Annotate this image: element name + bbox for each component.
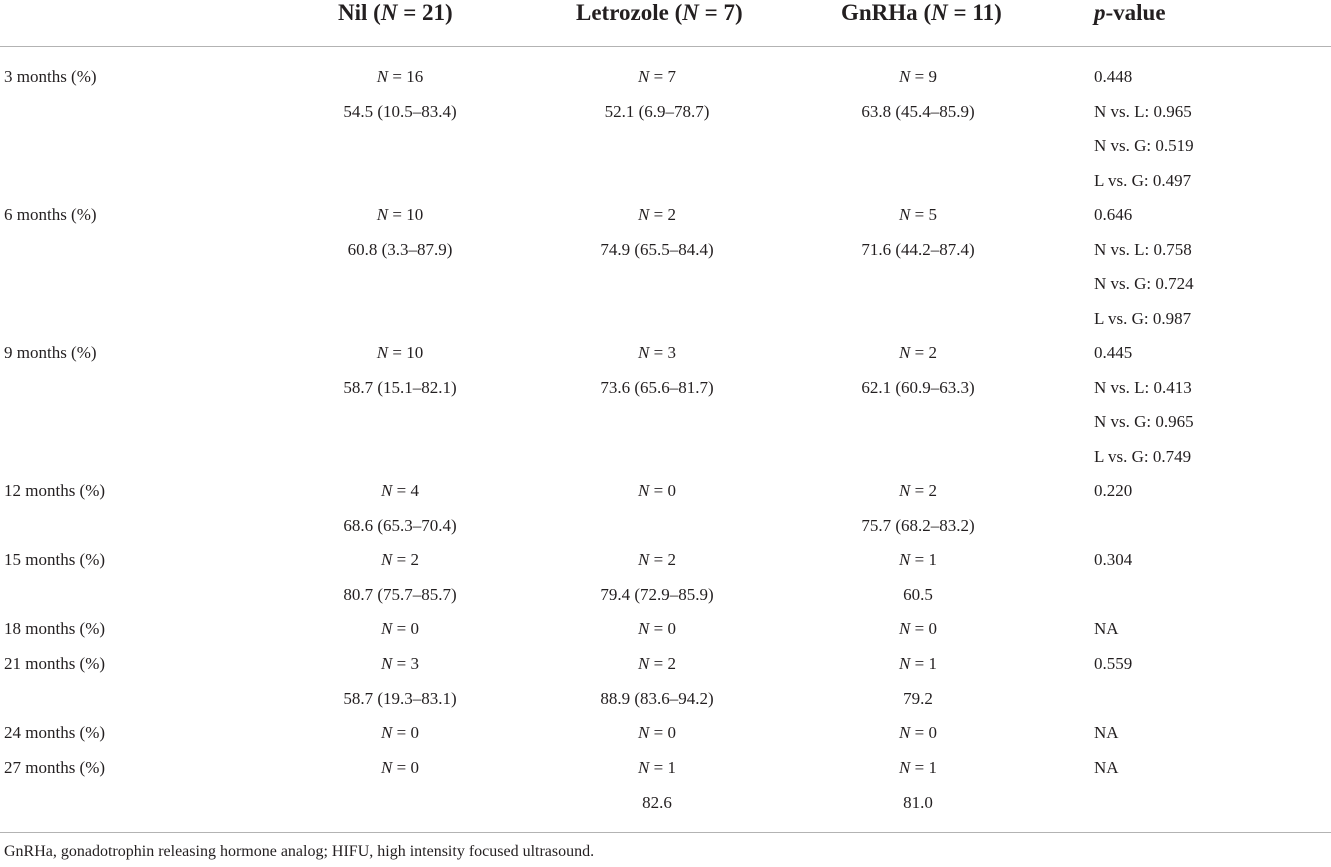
nil-value-cell: 58.7 (19.3–83.1)	[343, 688, 457, 708]
letrozole-n-cell: N = 0	[638, 619, 676, 638]
n-symbol: N	[638, 619, 650, 638]
header-rule	[0, 46, 1331, 47]
letrozole-n-cell: N = 2	[638, 205, 676, 224]
nil-n-value: 10	[406, 343, 424, 362]
nil-n-cell: N = 0	[381, 619, 419, 638]
p-value-cell: L vs. G: 0.749	[1094, 446, 1192, 466]
p-value-cell: 0.448	[1094, 67, 1133, 86]
gnrha-n-value: 0	[928, 619, 937, 638]
nil-n-cell: N = 10	[376, 205, 424, 224]
letrozole-value-cell: 73.6 (65.6–81.7)	[600, 377, 714, 397]
gnrha-n-value: 9	[928, 67, 937, 86]
letrozole-n-value: 2	[667, 654, 676, 673]
n-symbol: N	[376, 67, 389, 86]
gnrha-n-cell: N = 5	[899, 205, 937, 224]
n-symbol: N	[638, 481, 650, 500]
nil-n-value: 0	[410, 619, 419, 638]
p-value-cell: N vs. G: 0.965	[1094, 412, 1194, 431]
nil-value-cell: 60.8 (3.3–87.9)	[347, 239, 453, 259]
n-symbol: N	[381, 619, 393, 638]
n-symbol: N	[638, 758, 650, 777]
p-value-cell: N vs. G: 0.519	[1094, 136, 1194, 155]
gnrha-n-value: 1	[928, 550, 937, 569]
bottom-rule	[0, 832, 1331, 833]
letrozole-n-value: 0	[667, 481, 676, 500]
n-symbol: N	[899, 758, 911, 777]
letrozole-n-value: 3	[667, 343, 676, 362]
nil-value-cell: 58.7 (15.1–82.1)	[343, 377, 457, 397]
nil-n-value: 4	[410, 481, 419, 500]
p-value-cell: N vs. L: 0.965	[1094, 101, 1192, 121]
gnrha-n-cell: N = 9	[899, 67, 937, 86]
nil-n-cell: N = 0	[381, 758, 419, 777]
n-symbol: N	[899, 481, 911, 500]
letrozole-n-cell: N = 2	[638, 654, 676, 673]
gnrha-n-value: 2	[928, 343, 937, 362]
gnrha-value-cell: 60.5	[903, 584, 933, 604]
p-value-cell: L vs. G: 0.987	[1094, 308, 1192, 328]
n-symbol: N	[381, 550, 393, 569]
row-label: 6 months (%)	[4, 205, 97, 224]
gnrha-value-cell: 81.0	[903, 792, 933, 812]
p-value-cell: 0.559	[1094, 654, 1133, 673]
n-symbol: N	[899, 619, 911, 638]
gnrha-value-cell: 62.1 (60.9–63.3)	[861, 377, 975, 397]
header-pvalue	[1094, 0, 1166, 30]
p-value-cell: NA	[1094, 758, 1119, 777]
letrozole-n-cell: N = 3	[638, 343, 676, 362]
letrozole-n-cell: N = 7	[638, 67, 676, 86]
n-symbol: N	[899, 343, 911, 362]
row-label: 3 months (%)	[4, 67, 97, 86]
row-label: 12 months (%)	[4, 481, 106, 500]
p-value-cell: L vs. G: 0.497	[1094, 170, 1192, 190]
gnrha-n-cell: N = 2	[899, 481, 937, 500]
gnrha-n-cell: N = 2	[899, 343, 937, 362]
letrozole-n-cell: N = 0	[638, 723, 676, 742]
table-footnote: GnRHa, gonadotrophin releasing hormone analog; HIFU, high intensity focused ultrasound.	[4, 843, 595, 860]
header-gnrha: GnRHa (N = 11)	[841, 0, 1002, 25]
n-symbol: N	[638, 67, 650, 86]
n-symbol: N	[381, 481, 393, 500]
letrozole-n-value: 2	[667, 550, 676, 569]
header-letrozole-name: Letrozole	[576, 0, 669, 25]
header-letrozole-n-value: 7	[723, 0, 735, 25]
row-label: 15 months (%)	[4, 550, 106, 569]
header-pvalue-rest: -value	[1105, 0, 1166, 25]
gnrha-n-cell: N = 1	[899, 654, 937, 673]
letrozole-n-value: 7	[667, 67, 676, 86]
p-value-cell: N vs. L: 0.758	[1094, 239, 1192, 259]
row-label: 9 months (%)	[4, 343, 97, 362]
nil-n-cell: N = 2	[381, 550, 419, 569]
nil-value-cell: 80.7 (75.7–85.7)	[343, 584, 457, 604]
nil-value-cell: 54.5 (10.5–83.4)	[343, 101, 457, 121]
nil-n-cell: N = 0	[381, 723, 419, 742]
nil-n-cell: N = 10	[376, 343, 424, 362]
nil-n-value: 0	[410, 758, 419, 777]
gnrha-value-cell: 71.6 (44.2–87.4)	[861, 239, 975, 259]
row-label: 27 months (%)	[4, 758, 106, 777]
letrozole-value-cell: 79.4 (72.9–85.9)	[600, 584, 714, 604]
p-value-cell: 0.220	[1094, 481, 1133, 500]
n-symbol: N	[638, 343, 650, 362]
gnrha-n-cell: N = 1	[899, 550, 937, 569]
header-nil-n-value: 21	[422, 0, 446, 25]
n-symbol: N	[638, 654, 650, 673]
gnrha-n-cell: N = 0	[899, 723, 937, 742]
n-symbol: N	[899, 550, 911, 569]
nil-n-cell: N = 4	[381, 481, 419, 500]
n-symbol: N	[899, 205, 911, 224]
row-label: 18 months (%)	[4, 619, 106, 638]
nil-n-cell: N = 3	[381, 654, 419, 673]
header-gnrha-name: GnRHa	[841, 0, 918, 25]
gnrha-value-cell: 75.7 (68.2–83.2)	[861, 515, 975, 535]
p-value-cell: N vs. L: 0.413	[1094, 377, 1192, 397]
header-nil: Nil (N = 21)	[338, 0, 453, 25]
gnrha-n-value: 2	[928, 481, 937, 500]
gnrha-n-value: 5	[928, 205, 937, 224]
n-symbol: N	[638, 205, 650, 224]
header-gnrha-n-label: N	[931, 0, 948, 25]
gnrha-value-cell: 63.8 (45.4–85.9)	[861, 101, 975, 121]
header-nil-name: Nil	[338, 0, 368, 25]
letrozole-n-cell: N = 2	[638, 550, 676, 569]
nil-n-cell: N = 16	[376, 67, 424, 86]
n-symbol: N	[376, 343, 389, 362]
nil-value-cell: 68.6 (65.3–70.4)	[343, 515, 457, 535]
p-value-cell: NA	[1094, 723, 1119, 742]
p-value-cell: NA	[1094, 619, 1119, 638]
nil-n-value: 0	[410, 723, 419, 742]
letrozole-n-value: 0	[667, 619, 676, 638]
letrozole-n-value: 2	[667, 205, 676, 224]
header-letrozole: Letrozole (N = 7)	[576, 0, 743, 25]
gnrha-n-cell: N = 0	[899, 619, 937, 638]
nil-n-value: 3	[410, 654, 419, 673]
gnrha-n-value: 0	[928, 723, 937, 742]
p-value-cell: 0.304	[1094, 550, 1133, 569]
nil-n-value: 10	[406, 205, 424, 224]
letrozole-n-cell: N = 0	[638, 481, 676, 500]
p-value-cell: 0.646	[1094, 205, 1133, 224]
letrozole-value-cell: 52.1 (6.9–78.7)	[604, 101, 710, 121]
n-symbol: N	[899, 654, 911, 673]
letrozole-n-cell: N = 1	[638, 758, 676, 777]
row-label: 21 months (%)	[4, 654, 106, 673]
header-gnrha-n-value: 11	[972, 0, 995, 25]
n-symbol: N	[381, 758, 393, 777]
header-nil-n-label: N	[380, 0, 398, 25]
gnrha-n-cell: N = 1	[899, 758, 937, 777]
n-symbol: N	[638, 550, 650, 569]
p-value-cell: N vs. G: 0.724	[1094, 274, 1194, 293]
header-letrozole-n-label: N	[682, 0, 699, 25]
n-symbol: N	[376, 205, 389, 224]
nil-n-value: 16	[406, 67, 424, 86]
n-symbol: N	[381, 654, 393, 673]
header-pvalue-p: p	[1094, 0, 1106, 25]
row-label: 24 months (%)	[4, 723, 106, 742]
letrozole-n-value: 0	[667, 723, 676, 742]
gnrha-n-value: 1	[928, 758, 937, 777]
n-symbol: N	[638, 723, 650, 742]
nil-n-value: 2	[410, 550, 419, 569]
p-value-cell: 0.445	[1094, 343, 1133, 362]
n-symbol: N	[899, 723, 911, 742]
letrozole-value-cell: 88.9 (83.6–94.2)	[600, 688, 714, 708]
letrozole-n-value: 1	[667, 758, 676, 777]
gnrha-n-value: 1	[928, 654, 937, 673]
n-symbol: N	[381, 723, 393, 742]
letrozole-value-cell: 82.6	[642, 792, 672, 812]
letrozole-value-cell: 74.9 (65.5–84.4)	[600, 239, 714, 259]
gnrha-value-cell: 79.2	[903, 688, 933, 708]
n-symbol: N	[899, 67, 911, 86]
